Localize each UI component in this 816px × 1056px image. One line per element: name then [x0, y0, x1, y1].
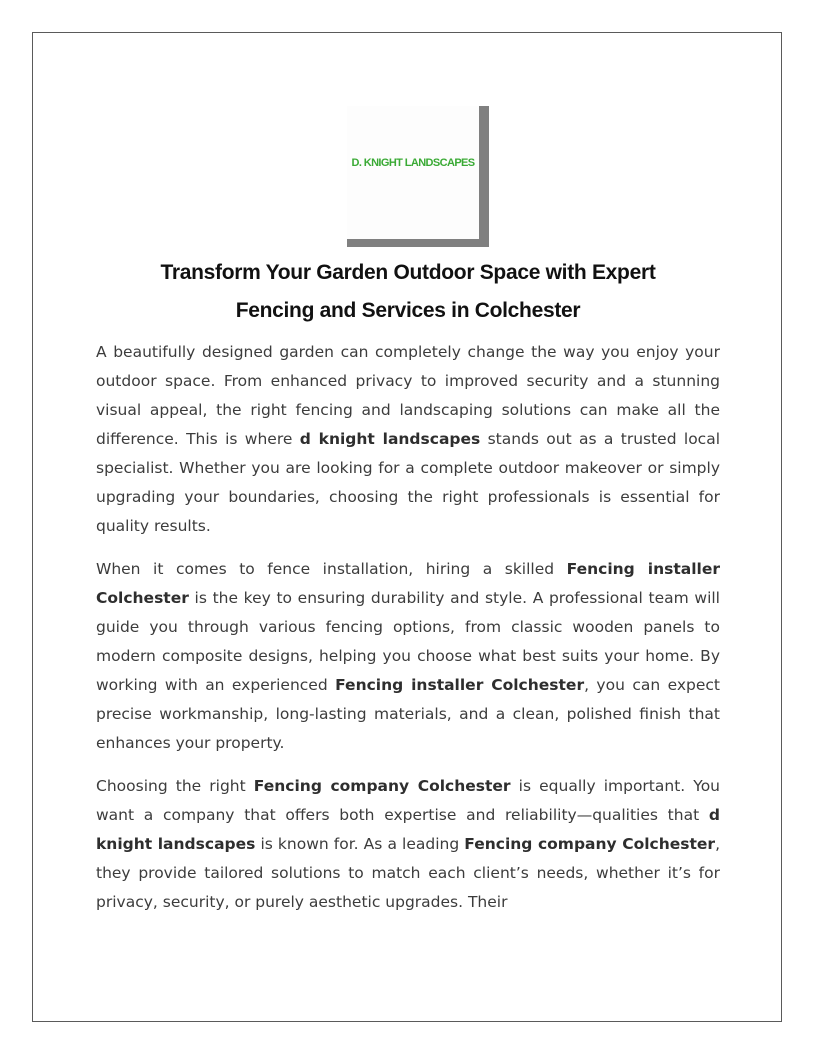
bold-keyword: Fencing company Colchester: [464, 835, 716, 853]
logo-text: D. KNIGHT LANDSCAPES: [351, 157, 475, 169]
logo-box: [347, 106, 479, 239]
title-line-1: Transform Your Garden Outdoor Space with Expert: [160, 261, 656, 284]
bold-keyword: d knight landscapes: [299, 430, 481, 448]
paragraph-text: stands out as a trusted local specialist. Whether you are looking for a complete outdoor makeover or simply upgrading your boundaries, choosing the right professionals is essential for quality results.: [96, 430, 721, 535]
paragraph-text: , you can expect precise workmanship, long-lasting materials, and a clean, polished finish that enhances your property.: [96, 676, 720, 752]
bold-keyword: Fencing installer Colchester: [335, 676, 585, 694]
bold-keyword: Fencing installer Colchester: [96, 560, 721, 607]
paragraph-text: A beautifully designed garden can completely change the way you enjoy your outdoor space. From enhanced privacy to improved security and a stunning visual appeal, the right fencing and landscaping solutions can make all the difference. This is where: [96, 343, 720, 448]
title-line-2: Fencing and Services in Colchester: [235, 299, 581, 322]
paragraph-text: is known for. As a leading: [255, 835, 465, 853]
bold-keyword: d knight landscapes: [96, 806, 720, 853]
paragraph-text: is equally important. You want a company that offers both expertise and reliability—qualities that: [96, 777, 721, 824]
paragraph-text: When it comes to fence installation, hiring a skilled: [96, 560, 567, 578]
logo-shadow-bottom: [347, 239, 489, 247]
page-title: [96, 254, 720, 330]
paragraph-fence-installation: [96, 555, 720, 758]
paragraph-text: , they provide tailored solutions to match each client’s needs, whether it’s for privacy, security, or purely aesthetic upgrades. Their: [96, 835, 720, 911]
paragraph-fencing-company: [96, 772, 720, 917]
paragraph-text: Choosing the right: [96, 777, 254, 795]
logo-shadow-right: [479, 106, 489, 247]
bold-keyword: Fencing company Colchester: [253, 777, 511, 795]
company-logo: [347, 106, 489, 247]
paragraph-text: is the key to ensuring durability and style. A professional team will guide you through various fencing options, from classic wooden panels to modern composite designs, helping you choose what best suits your home. By working with an experienced: [96, 589, 720, 694]
paragraph-intro: [96, 338, 720, 541]
